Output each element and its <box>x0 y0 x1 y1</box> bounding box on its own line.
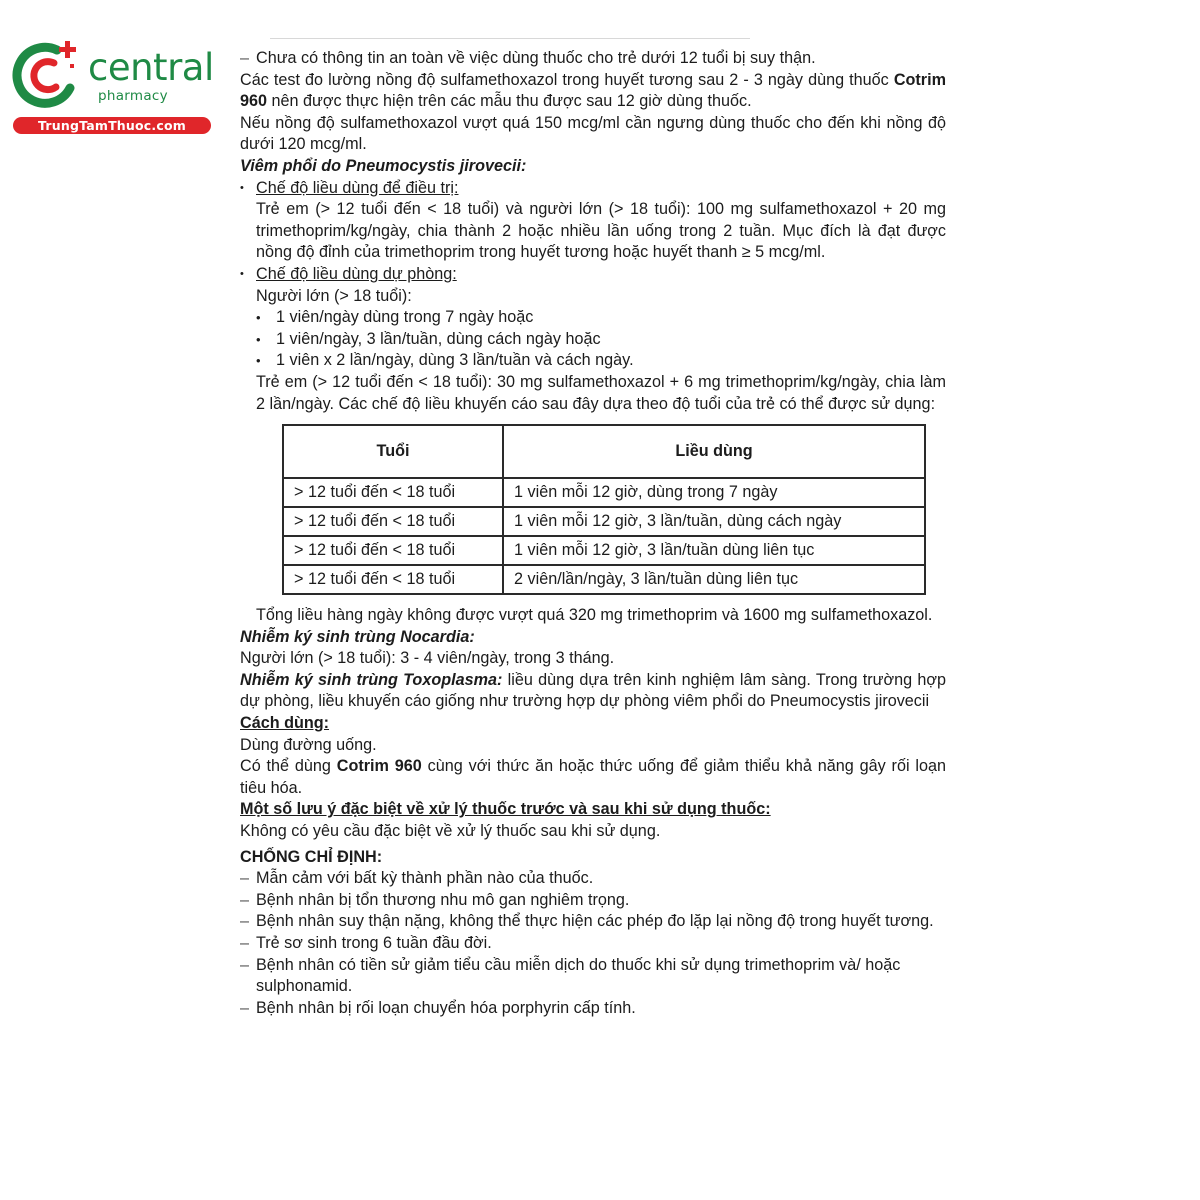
max-dose-note: Tổng liều hàng ngày không được vượt quá 320 mg trimethoprim và 1600 mg sulfamethoxazol. <box>256 606 933 625</box>
list-item: – Bệnh nhân có tiền sử giảm tiểu cầu miễn dịch do thuốc khi sử dụng trimethoprim và/ hoặc sulphonamid. <box>240 955 901 996</box>
cell-age: > 12 tuổi đến < 18 tuổi <box>283 478 503 507</box>
dosage-table <box>282 424 926 595</box>
dash-bullet-icon: – <box>240 998 250 1017</box>
cell-age: > 12 tuổi đến < 18 tuổi <box>283 507 503 536</box>
brand-logo[interactable] <box>10 38 215 138</box>
renal-children-note: – Chưa có thông tin an toàn về việc dùng thuốc cho trẻ dưới 12 tuổi bị suy thận. <box>240 48 946 70</box>
bullet-icon: • <box>256 331 261 347</box>
dash-bullet-icon: – <box>240 869 250 888</box>
list-item: – Mẫn cảm với bất kỳ thành phần nào của thuốc. <box>240 868 946 890</box>
list-item: – Trẻ sơ sinh trong 6 tuần đầu đời. <box>240 933 946 955</box>
usage-text: Dùng đường uống. <box>240 735 377 754</box>
column-header-age: Tuổi <box>283 425 503 478</box>
special-handling-text: Không có yêu cầu đặc biệt về xử lý thuốc sau khi sử dụng. <box>240 822 661 841</box>
nocardia-text: Người lớn (> 18 tuổi): 3 - 4 viên/ngày, trong 3 tháng. <box>240 649 615 668</box>
table-row <box>283 478 925 507</box>
cell-dose: 1 viên mỗi 12 giờ, dùng trong 7 ngày <box>503 478 925 507</box>
pharmacy-logo-icon <box>10 38 88 114</box>
treatment-regimen-text: Trẻ em (> 12 tuổi đến < 18 tuổi) và người lớn (> 18 tuổi): 100 mg sulfamethoxazol + 20 mg trimethoprim/kg/ngày, chia thành 2 hoặc nhiều lần uống trong 2 tuần. Mục đích là đạt được nồng độ đỉnh của trimethoprim trong huyết tương hoặc huyết thanh ≥ 5 mcg/ml. <box>256 200 946 262</box>
list-item: – Bệnh nhân bị rối loạn chuyển hóa porphyrin cấp tính. <box>240 998 946 1020</box>
dash-bullet-icon: – <box>240 912 250 931</box>
list-item: • 1 viên/ngày dùng trong 7 ngày hoặc <box>240 307 946 329</box>
adult-label: Người lớn (> 18 tuổi): <box>256 286 412 305</box>
table-row <box>283 507 925 536</box>
cell-dose: 2 viên/lần/ngày, 3 lần/tuần dùng liên tục <box>503 565 925 594</box>
table-header-row <box>283 425 925 478</box>
column-header-dose: Liều dùng <box>503 425 925 478</box>
table-row <box>283 536 925 565</box>
cell-age: > 12 tuổi đến < 18 tuổi <box>283 536 503 565</box>
usage-food-text: Có thể dùng Cotrim 960 cùng với thức ăn hoặc thức uống để giảm thiểu khả năng gây rối loạn tiêu hóa. <box>240 757 946 797</box>
bullet-icon: • <box>240 181 244 194</box>
dash-bullet-icon: – <box>240 49 250 67</box>
child-regimen-text: Trẻ em (> 12 tuổi đến < 18 tuổi): 30 mg sulfamethoxazol + 6 mg trimethoprim/kg/ngày, chia làm 2 lần/ngày. Các chế độ liều khuyến cáo sau đây dựa theo độ tuổi của trẻ có thể được sử dụng: <box>256 372 946 413</box>
list-item: • 1 viên x 2 lần/ngày, dùng 3 lần/tuần và cách ngày. <box>240 350 946 372</box>
brand-name: central <box>88 46 214 89</box>
brand-website[interactable]: TrungTamThuoc.com <box>13 117 211 134</box>
bullet-icon: • <box>240 267 244 280</box>
list-item: – Bệnh nhân suy thận nặng, không thể thực hiện các phép đo lặp lại nồng độ trong huyết tương. <box>240 911 946 933</box>
top-divider <box>270 38 750 39</box>
list-item: – Bệnh nhân bị tổn thương nhu mô gan nghiêm trọng. <box>240 890 946 912</box>
dash-bullet-icon: – <box>240 955 250 974</box>
bullet-icon: • <box>256 353 261 369</box>
contraindications-heading: CHỐNG CHỈ ĐỊNH: <box>240 847 383 866</box>
table-row <box>283 565 925 594</box>
toxoplasma-paragraph: Nhiễm ký sinh trùng Toxoplasma: liều dùng dựa trên kinh nghiệm lâm sàng. Trong trường hợp dự phòng, liều khuyến cáo giống như trường hợp dự phòng viêm phổi do Pneumocystis jirovecii <box>240 670 946 711</box>
cell-dose: 1 viên mỗi 12 giờ, 3 lần/tuần, dùng cách ngày <box>503 507 925 536</box>
pneumocystis-heading: Viêm phổi do Pneumocystis jirovecii: <box>240 156 527 175</box>
prophylaxis-regimen-label: • Chế độ liều dùng dự phòng: <box>240 264 946 286</box>
cell-age: > 12 tuổi đến < 18 tuổi <box>283 565 503 594</box>
nocardia-heading: Nhiễm ký sinh trùng Nocardia: <box>240 627 475 646</box>
cell-dose: 1 viên mỗi 12 giờ, 3 lần/tuần dùng liên tục <box>503 536 925 565</box>
document-body <box>240 48 946 1019</box>
bullet-icon: • <box>256 310 261 326</box>
concentration-test-paragraph: Các test đo lường nồng độ sulfamethoxazol trong huyết tương sau 2 - 3 ngày dùng thuốc Cotrim 960 nên được thực hiện trên các mẫu thu được sau 12 giờ dùng thuốc. <box>240 70 946 111</box>
usage-heading: Cách dùng: <box>240 714 330 733</box>
concentration-limit-paragraph: Nếu nồng độ sulfamethoxazol vượt quá 150 mcg/ml cần ngưng dùng thuốc cho đến khi nồng độ dưới 120 mcg/ml. <box>240 113 946 154</box>
treatment-regimen-label: • Chế độ liều dùng để điều trị: <box>240 178 946 200</box>
special-handling-heading: Một số lưu ý đặc biệt về xử lý thuốc trước và sau khi sử dụng thuốc: <box>240 800 771 819</box>
dash-bullet-icon: – <box>240 890 250 909</box>
list-item: • 1 viên/ngày, 3 lần/tuần, dùng cách ngày hoặc <box>240 329 946 351</box>
brand-subtitle: pharmacy <box>98 88 168 104</box>
dash-bullet-icon: – <box>240 934 250 952</box>
